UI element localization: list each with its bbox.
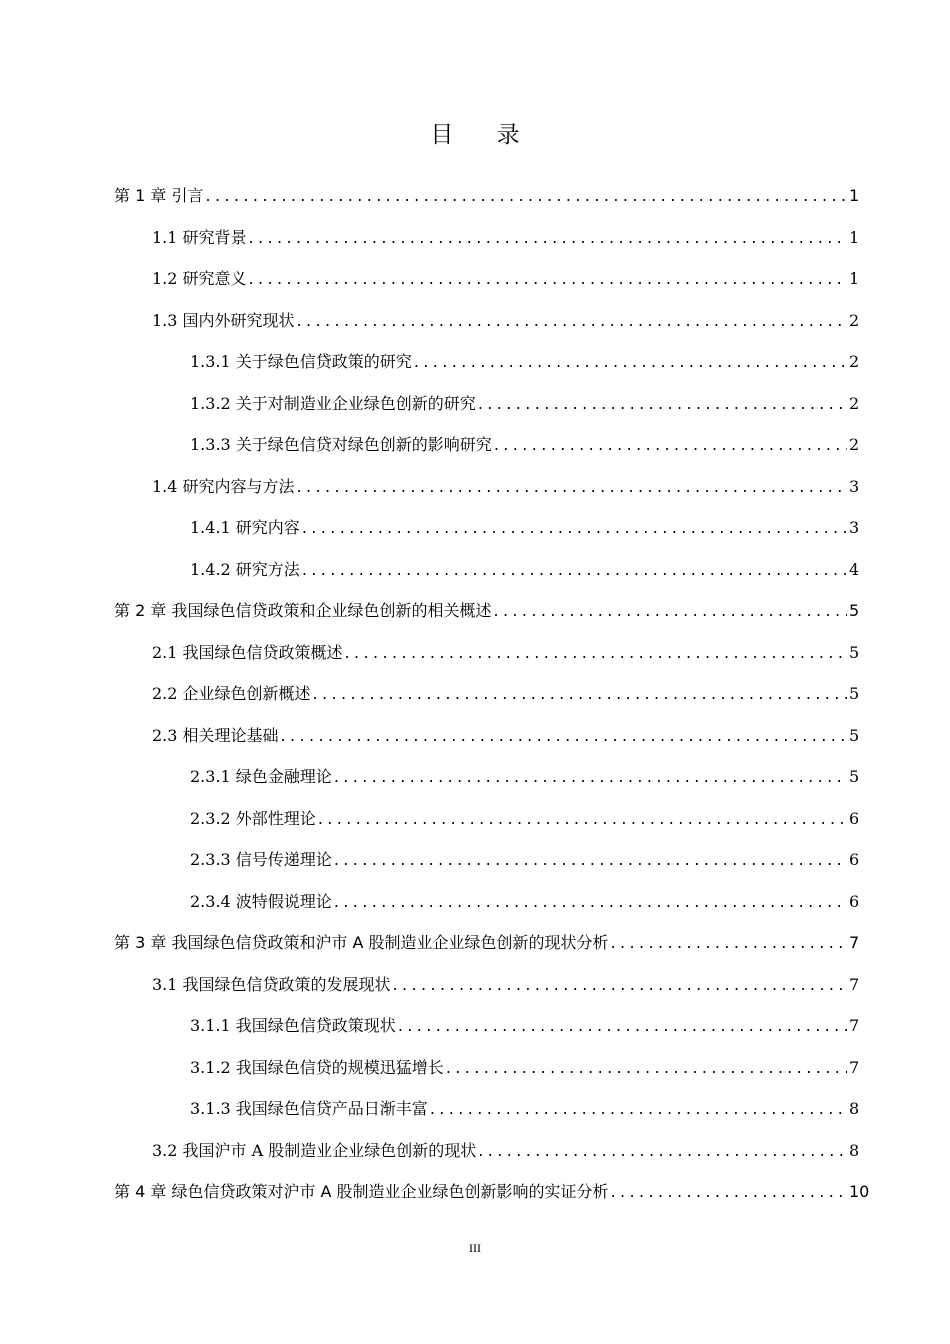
toc-entry[interactable] (190, 515, 859, 539)
dot-leader (205, 185, 847, 207)
toc-entry-page-number: 2 (849, 393, 860, 413)
footer-page-number: III (469, 1241, 481, 1255)
dot-leader (430, 1098, 847, 1120)
toc-entry-page-number: 6 (849, 850, 860, 869)
toc-entry-page-number: 2 (849, 435, 860, 454)
dot-leader (249, 268, 847, 290)
dot-leader (334, 891, 847, 913)
dot-leader (414, 351, 847, 373)
dot-leader (611, 1181, 847, 1203)
toc-entry-page-number: 1 (849, 269, 860, 288)
dot-leader (446, 1057, 847, 1079)
toc-entry-label: 第 3 章 我国绿色信贷政策和沪市 A 股制造业企业绿色创新的现状分析 (114, 933, 609, 952)
toc-entry-page-number: 3 (849, 476, 860, 496)
toc-entry-label: 3.1.2 我国绿色信贷的规模迅猛增长 (190, 1057, 444, 1077)
dot-leader (297, 310, 847, 332)
toc-entry-page-number: 5 (849, 767, 860, 786)
dot-leader (494, 434, 847, 456)
toc-entry[interactable] (190, 557, 859, 581)
toc-entry[interactable] (190, 847, 859, 871)
toc-entry[interactable] (190, 1096, 859, 1120)
toc-entry-page-number: 7 (849, 1057, 860, 1077)
dot-leader (334, 849, 847, 871)
toc-entry-page-number: 1 (849, 186, 860, 205)
toc-entry-page-number: 2 (849, 352, 860, 371)
toc-entry-label: 3.1.3 我国绿色信贷产品日渐丰富 (190, 1099, 428, 1118)
dot-leader (393, 974, 847, 996)
toc-entry[interactable] (152, 266, 859, 290)
toc-entry[interactable] (190, 806, 859, 830)
toc-entry[interactable] (152, 474, 859, 498)
toc-entry-label: 2.1 我国绿色信贷政策概述 (152, 642, 343, 662)
dot-leader (297, 476, 847, 498)
toc-entry[interactable] (152, 308, 859, 332)
dot-leader (478, 1140, 847, 1162)
toc-entry-label: 2.3.2 外部性理论 (190, 808, 316, 828)
toc-entry-label: 第 2 章 我国绿色信贷政策和企业绿色创新的相关概述 (114, 601, 492, 620)
toc-entry[interactable] (152, 723, 859, 747)
toc-entry-page-number: 2 (849, 310, 860, 330)
toc-entry[interactable] (114, 183, 859, 207)
dot-leader (478, 393, 847, 415)
toc-entry-label: 3.2 我国沪市 A 股制造业企业绿色创新的现状 (152, 1140, 477, 1160)
dot-leader (281, 725, 847, 747)
dot-leader (249, 227, 847, 249)
toc-entry-page-number: 7 (849, 933, 860, 952)
toc-entry-page-number: 7 (849, 1016, 860, 1035)
toc-entry[interactable] (190, 1013, 859, 1037)
dot-leader (334, 766, 847, 788)
dot-leader (318, 808, 847, 830)
dot-leader (313, 683, 847, 705)
dot-leader (345, 642, 847, 664)
toc-entry[interactable] (190, 432, 859, 456)
dot-leader (611, 932, 847, 954)
toc-title: 目 录 (430, 122, 538, 148)
toc-entry-label: 2.2 企业绿色创新概述 (152, 684, 311, 703)
toc-entry-page-number: 6 (849, 891, 860, 911)
toc-entry-label: 1.3.3 关于绿色信贷对绿色创新的影响研究 (190, 435, 492, 454)
toc-entry[interactable] (114, 1179, 870, 1203)
toc-entry-page-number: 7 (849, 974, 860, 994)
toc-entry-label: 1.3.1 关于绿色信贷政策的研究 (190, 352, 412, 371)
toc-entry-label: 2.3.1 绿色金融理论 (190, 767, 332, 786)
toc-entry[interactable] (152, 640, 859, 664)
toc-entry-page-number: 5 (849, 601, 860, 620)
toc-entry-label: 1.4.2 研究方法 (190, 559, 300, 579)
toc-entry-label: 第 1 章 引言 (114, 186, 204, 205)
toc-entry-label: 1.1 研究背景 (152, 227, 247, 247)
toc-entry-label: 2.3.3 信号传递理论 (190, 850, 332, 869)
toc-entry[interactable] (114, 598, 859, 622)
toc-entry-label: 1.4 研究内容与方法 (152, 476, 295, 496)
dot-leader (493, 600, 847, 622)
toc-entry-page-number: 1 (849, 227, 860, 247)
toc-entry-label: 2.3 相关理论基础 (152, 725, 279, 745)
toc-entry-label: 1.3.2 关于对制造业企业绿色创新的研究 (190, 393, 476, 413)
toc-entry-page-number: 8 (849, 1099, 860, 1118)
toc-entry-page-number: 8 (849, 1140, 860, 1160)
toc-entry-page-number: 6 (849, 808, 860, 828)
toc-entry-label: 2.3.4 波特假说理论 (190, 891, 332, 911)
toc-entry[interactable] (152, 225, 859, 249)
toc-entry[interactable] (190, 889, 859, 913)
toc-entry-page-number: 3 (849, 518, 860, 537)
toc-entry-label: 1.2 研究意义 (152, 269, 247, 288)
toc-entry-page-number: 10 (849, 1182, 870, 1201)
toc-entry[interactable] (114, 930, 859, 954)
toc-entry-page-number: 5 (849, 725, 860, 745)
toc-entry[interactable] (152, 681, 859, 705)
dot-leader (302, 517, 847, 539)
toc-entry-label: 3.1 我国绿色信贷政策的发展现状 (152, 974, 391, 994)
toc-entry-label: 1.4.1 研究内容 (190, 518, 300, 537)
toc-entry[interactable] (152, 1138, 859, 1162)
toc-entry-page-number: 5 (849, 642, 860, 662)
dot-leader (302, 559, 847, 581)
toc-entry-page-number: 4 (849, 559, 860, 579)
toc-entry-label: 1.3 国内外研究现状 (152, 310, 295, 330)
toc-entry-label: 3.1.1 我国绿色信贷政策现状 (190, 1016, 396, 1035)
toc-entry-page-number: 5 (849, 684, 860, 703)
toc-entry-label: 第 4 章 绿色信贷政策对沪市 A 股制造业企业绿色创新影响的实证分析 (114, 1182, 609, 1201)
toc-entry[interactable] (190, 391, 859, 415)
toc-entry[interactable] (190, 349, 859, 373)
dot-leader (398, 1015, 847, 1037)
toc-entry[interactable] (190, 1055, 859, 1079)
toc-entry[interactable] (190, 764, 859, 788)
toc-entry[interactable] (152, 972, 859, 996)
